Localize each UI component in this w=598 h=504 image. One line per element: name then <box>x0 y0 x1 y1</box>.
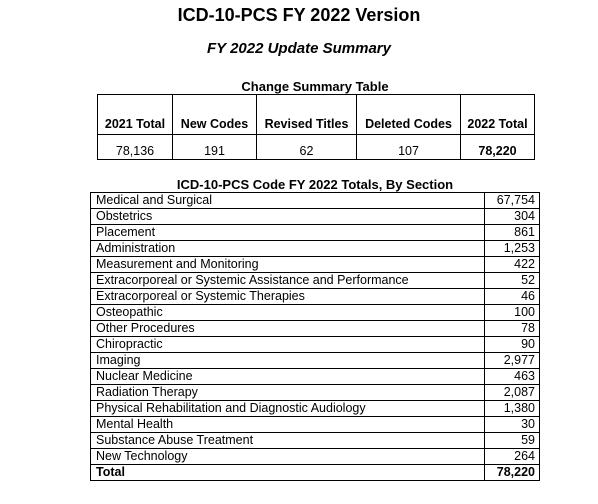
value-2021-total: 78,136 <box>98 135 173 160</box>
section-totals-table <box>90 192 540 481</box>
table-row <box>91 225 540 241</box>
section-count: 52 <box>485 273 540 289</box>
change-summary-value-row <box>98 135 535 160</box>
section-count: 861 <box>485 225 540 241</box>
section-name: Mental Health <box>91 417 485 433</box>
section-name: Osteopathic <box>91 305 485 321</box>
section-name: Chiropractic <box>91 337 485 353</box>
section-count: 67,754 <box>485 193 540 209</box>
change-summary-caption: Change Summary Table <box>241 79 389 94</box>
table-row <box>91 433 540 449</box>
table-row <box>91 449 540 465</box>
header-revised-titles: Revised Titles <box>257 95 357 135</box>
table-row <box>91 241 540 257</box>
section-count: 100 <box>485 305 540 321</box>
table-row <box>91 353 540 369</box>
table-row <box>91 273 540 289</box>
table-row <box>91 257 540 273</box>
section-count: 463 <box>485 369 540 385</box>
header-2022-total: 2022 Total <box>461 95 535 135</box>
section-name: Substance Abuse Treatment <box>91 433 485 449</box>
table-row <box>91 305 540 321</box>
value-revised-titles: 62 <box>257 135 357 160</box>
section-count: 1,253 <box>485 241 540 257</box>
section-name: Imaging <box>91 353 485 369</box>
section-totals-caption: ICD-10-PCS Code FY 2022 Totals, By Section <box>176 177 454 192</box>
section-name: Physical Rehabilitation and Diagnostic Audiology <box>91 401 485 417</box>
change-summary-header-row <box>98 95 535 135</box>
section-name: Nuclear Medicine <box>91 369 485 385</box>
section-count: 78 <box>485 321 540 337</box>
section-name: Measurement and Monitoring <box>91 257 485 273</box>
value-deleted-codes: 107 <box>357 135 461 160</box>
section-totals-total-row <box>91 465 540 481</box>
section-count: 90 <box>485 337 540 353</box>
table-row <box>91 209 540 225</box>
section-name: Administration <box>91 241 485 257</box>
section-name: Medical and Surgical <box>91 193 485 209</box>
section-name: Other Procedures <box>91 321 485 337</box>
section-name: Placement <box>91 225 485 241</box>
section-count: 30 <box>485 417 540 433</box>
section-name: Radiation Therapy <box>91 385 485 401</box>
change-summary-table <box>97 94 535 160</box>
section-name: New Technology <box>91 449 485 465</box>
section-count: 1,380 <box>485 401 540 417</box>
section-count: 2,977 <box>485 353 540 369</box>
section-count: 264 <box>485 449 540 465</box>
section-name: Extracorporeal or Systemic Assistance and Performance <box>91 273 485 289</box>
document-title: ICD-10-PCS FY 2022 Version <box>177 5 421 25</box>
table-row <box>91 385 540 401</box>
section-count: 2,087 <box>485 385 540 401</box>
header-2021-total: 2021 Total <box>98 95 173 135</box>
section-count: 46 <box>485 289 540 305</box>
table-row <box>91 417 540 433</box>
total-value: 78,220 <box>485 465 540 481</box>
table-row <box>91 321 540 337</box>
value-new-codes: 191 <box>173 135 257 160</box>
section-count: 304 <box>485 209 540 225</box>
section-name: Obstetrics <box>91 209 485 225</box>
header-deleted-codes: Deleted Codes <box>357 95 461 135</box>
table-row <box>91 401 540 417</box>
header-new-codes: New Codes <box>173 95 257 135</box>
value-2022-total: 78,220 <box>461 135 535 160</box>
table-row <box>91 193 540 209</box>
document-subtitle: FY 2022 Update Summary <box>207 40 391 57</box>
section-name: Extracorporeal or Systemic Therapies <box>91 289 485 305</box>
table-row <box>91 369 540 385</box>
total-label: Total <box>91 465 485 481</box>
table-row <box>91 337 540 353</box>
table-row <box>91 289 540 305</box>
section-count: 422 <box>485 257 540 273</box>
section-count: 59 <box>485 433 540 449</box>
